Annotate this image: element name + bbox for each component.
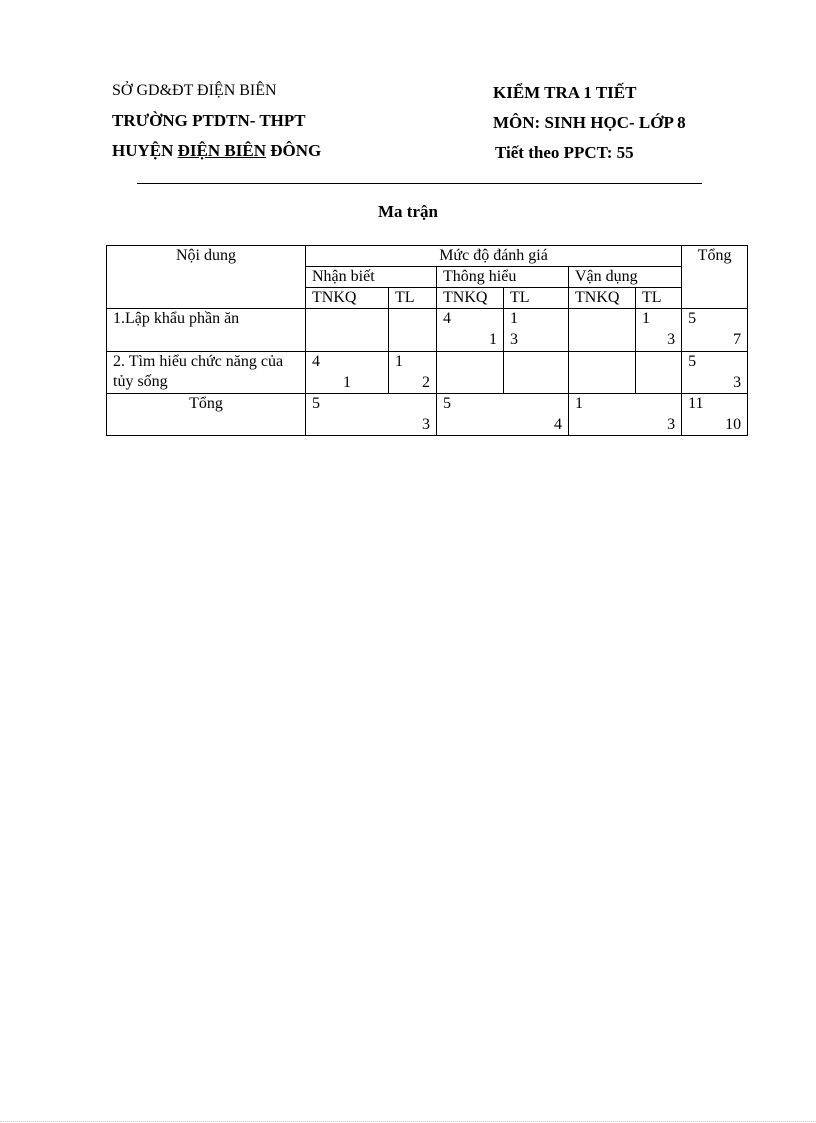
row-label: 2. Tìm hiểu chức năng của tủy sống (107, 352, 306, 394)
row-total-cell (682, 309, 748, 352)
group-header-application: Vận dụng (569, 267, 682, 288)
table-cell (636, 309, 682, 352)
sub-header: TL (504, 288, 569, 309)
cell-top-value: 4 (312, 353, 320, 370)
cell-bottom-value: 10 (725, 416, 742, 433)
row-label: 1.Lập khẩu phần ăn (107, 309, 306, 352)
table-row (107, 352, 748, 394)
cell-top-value: 5 (688, 353, 697, 370)
cell-bottom-value: 3 (667, 331, 676, 348)
district-underlined: ĐIỆN BIÊN (177, 141, 266, 160)
group-header-recognition: Nhận biết (306, 267, 437, 288)
totals-row (107, 394, 748, 436)
subject-line: MÔN: SINH HỌC- LỚP 8 (493, 113, 686, 132)
totals-label: Tổng (107, 394, 306, 436)
district-prefix: HUYỆN (112, 141, 178, 160)
sub-header: TL (636, 288, 682, 309)
cell-top-value (510, 352, 562, 373)
cell-top-value: 5 (312, 395, 320, 412)
exam-title: KIỂM TRA 1 TIẾT (493, 83, 637, 102)
table-cell (389, 309, 437, 352)
header-row-1 (107, 246, 748, 267)
cell-bottom-value (575, 330, 629, 350)
sub-header: TNKQ (437, 288, 504, 309)
cell-bottom-value (443, 373, 497, 393)
table-cell (569, 352, 636, 394)
total-header: Tổng (682, 246, 748, 309)
cell-bottom-value: 3 (422, 416, 430, 433)
assessment-matrix-table (106, 245, 748, 436)
table-cell (306, 352, 389, 394)
cell-top-value: 5 (688, 310, 697, 327)
sub-header: TL (389, 288, 437, 309)
cell-top-value (312, 309, 382, 330)
table-cell (306, 309, 389, 352)
cell-top-value: 4 (443, 310, 451, 327)
row-total-cell (682, 352, 748, 394)
cell-bottom-value (510, 373, 562, 393)
sub-header: TNKQ (569, 288, 636, 309)
page-bottom-border (0, 1121, 816, 1122)
school-name: TRƯỜNG PTDTN- THPT (112, 111, 306, 130)
cell-top-value (395, 309, 430, 330)
group-total-cell (569, 394, 682, 436)
cell-top-value: 1 (510, 310, 518, 327)
cell-top-value (642, 352, 675, 373)
header-divider (137, 183, 702, 184)
cell-bottom-value (642, 373, 675, 393)
page-title: Ma trận (378, 202, 438, 221)
department-name: SỞ GD&ĐT ĐIỆN BIÊN (112, 82, 277, 99)
table-cell (636, 352, 682, 394)
cell-top-value: 5 (443, 395, 451, 412)
cell-bottom-value: 3 (667, 416, 676, 433)
table-cell (504, 309, 569, 352)
lesson-number: Tiết theo PPCT: 55 (495, 143, 634, 162)
content-header: Nội dung (107, 246, 306, 309)
table-row (107, 309, 748, 352)
group-total-cell (437, 394, 569, 436)
group-total-cell (306, 394, 437, 436)
cell-bottom-value: 1 (343, 374, 351, 391)
table-cell (437, 309, 504, 352)
table-cell (437, 352, 504, 394)
cell-bottom-value: 7 (733, 331, 742, 348)
cell-bottom-value: 3 (510, 331, 518, 348)
group-header-understanding: Thông hiểu (437, 267, 569, 288)
table-cell (569, 309, 636, 352)
cell-top-value: 1 (642, 310, 650, 327)
cell-bottom-value (575, 373, 629, 393)
cell-bottom-value: 3 (733, 374, 742, 391)
grand-total-cell (682, 394, 748, 436)
district-suffix: ĐÔNG (266, 141, 322, 160)
level-header: Mức độ đánh giá (306, 246, 682, 267)
cell-bottom-value: 4 (554, 416, 562, 433)
cell-top-value (575, 309, 629, 330)
cell-top-value: 11 (688, 395, 704, 412)
district-name (112, 142, 321, 159)
cell-bottom-value (312, 330, 382, 350)
cell-bottom-value (395, 330, 430, 350)
cell-top-value (443, 352, 497, 373)
table-cell (389, 352, 437, 394)
cell-top-value: 1 (575, 395, 583, 412)
table-cell (504, 352, 569, 394)
cell-bottom-value: 2 (422, 374, 430, 391)
cell-top-value (575, 352, 629, 373)
cell-bottom-value: 1 (489, 331, 497, 348)
sub-header: TNKQ (306, 288, 389, 309)
cell-top-value: 1 (395, 353, 403, 370)
